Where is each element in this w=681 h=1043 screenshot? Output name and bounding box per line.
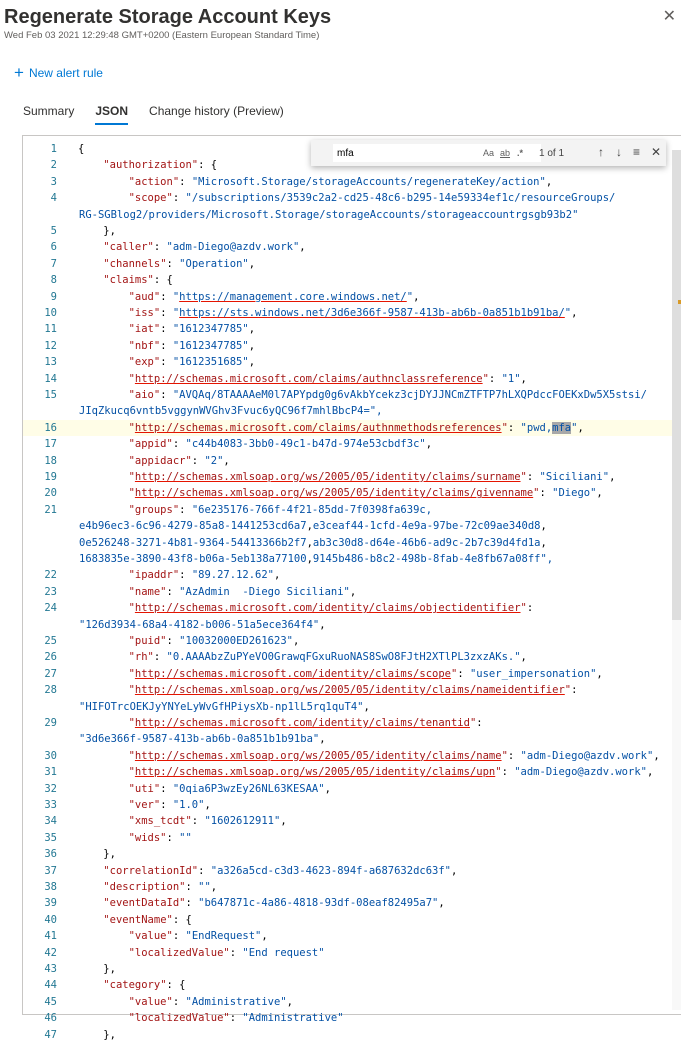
line-number: 1 bbox=[50, 143, 57, 155]
code-line bbox=[23, 403, 681, 419]
line-number: 38 bbox=[44, 881, 57, 893]
code-line bbox=[23, 453, 681, 469]
code-text: "action": "Microsoft.Storage/storageAccounts/regenerateKey/action", bbox=[128, 175, 553, 188]
line-number: 9 bbox=[50, 290, 57, 303]
code-text: "channels": "Operation", bbox=[103, 257, 256, 270]
code-line bbox=[23, 551, 681, 567]
code-text: e4b96ec3-6c96-4279-85a8-1441253cd6a7,e3ceaf44-1cfd-4e9a-97be-72c09ae340d8, bbox=[79, 520, 547, 533]
code-line bbox=[23, 699, 681, 715]
line-number: 22 bbox=[44, 569, 57, 582]
line-number: 30 bbox=[44, 749, 57, 762]
code-line bbox=[23, 1010, 681, 1026]
code-line bbox=[23, 797, 681, 813]
code-line bbox=[23, 764, 681, 780]
code-line bbox=[23, 256, 681, 272]
line-number: 41 bbox=[44, 930, 57, 943]
code-line bbox=[23, 928, 681, 944]
line-number: 15 bbox=[44, 389, 57, 401]
code-text: "scope": "/subscriptions/3539c2a2-cd25-48c6-b295-14e59334ef1c/resourceGroups/ bbox=[128, 192, 616, 205]
code-text: RG-SGBlog2/providers/Microsoft.Storage/storageAccounts/storageaccountrgsgb93b2" bbox=[79, 208, 579, 221]
line-number: 13 bbox=[44, 356, 57, 369]
code-line bbox=[23, 830, 681, 846]
line-number: 44 bbox=[44, 979, 57, 992]
code-text: "uti": "0qia6P3wzEy26NL63KESAA", bbox=[128, 782, 331, 795]
code-text: "3d6e366f-9587-413b-ab6b-0a851b1b91ba", bbox=[79, 733, 326, 746]
code-text: "category": { bbox=[103, 979, 186, 992]
code-line bbox=[23, 895, 681, 911]
code-text: "http://schemas.microsoft.com/identity/claims/tenantid": bbox=[128, 717, 483, 729]
code-text: "iat": "1612347785", bbox=[128, 323, 256, 336]
line-number: 14 bbox=[44, 372, 57, 385]
json-editor[interactable] bbox=[22, 135, 681, 1041]
code-line bbox=[23, 748, 681, 764]
line-number: 40 bbox=[44, 913, 57, 926]
line-number: 7 bbox=[50, 257, 57, 270]
find-in-selection-icon[interactable]: ≡ bbox=[633, 145, 641, 159]
code-line bbox=[23, 945, 681, 961]
code-line bbox=[23, 305, 681, 321]
code-text: "puid": "10032000ED261623", bbox=[128, 635, 300, 647]
line-number: 39 bbox=[44, 897, 57, 910]
code-line bbox=[23, 1027, 681, 1043]
code-text: }, bbox=[103, 848, 116, 861]
line-number: 46 bbox=[44, 1012, 57, 1025]
line-number: 11 bbox=[44, 323, 57, 336]
line-number: 42 bbox=[44, 946, 57, 959]
close-icon[interactable]: ✕ bbox=[662, 8, 676, 25]
code-text: "HIFOTrcOEKJyYNYeLyWvGfHPiysXb-np1lL5rq1quT4", bbox=[79, 700, 370, 713]
line-number: 18 bbox=[44, 454, 57, 467]
code-line bbox=[23, 633, 681, 649]
code-text: "localizedValue": "End request" bbox=[128, 946, 325, 959]
code-line bbox=[23, 207, 681, 223]
code-text: "correlationId": "a326a5cd-c3d3-4623-894f-a687632dc63f", bbox=[103, 864, 458, 877]
line-number: 43 bbox=[44, 963, 57, 975]
code-text: "localizedValue": "Administrative" bbox=[128, 1012, 344, 1025]
line-number: 4 bbox=[50, 192, 57, 205]
code-text: "rh": "0.AAAAbzZuPYeVO0GrawqFGxuRuoNAS8SwO8FJtH2XTlPL3zxzAKs.", bbox=[128, 651, 527, 664]
code-text: "iss": "https://sts.windows.net/3d6e366f-9587-413b-ab6b-0a851b1b91ba/", bbox=[128, 307, 578, 319]
event-timestamp: Wed Feb 03 2021 12:29:48 GMT+0200 (Eastern European Standard Time) bbox=[4, 30, 320, 41]
line-number: 16 bbox=[44, 421, 57, 434]
code-text: "claims": { bbox=[103, 274, 173, 287]
code-line bbox=[23, 420, 681, 436]
scrollbar-thumb[interactable] bbox=[672, 150, 681, 620]
code-text: "exp": "1612351685", bbox=[128, 356, 256, 369]
code-line bbox=[23, 682, 681, 698]
tab-summary[interactable]: Summary bbox=[23, 104, 75, 118]
code-text: "126d3934-68a4-4182-b006-51a5ece364f4", bbox=[79, 618, 326, 631]
line-number: 35 bbox=[44, 831, 57, 844]
close-find-icon[interactable]: ✕ bbox=[651, 145, 662, 159]
line-number: 25 bbox=[44, 635, 57, 647]
new-alert-rule-label: New alert rule bbox=[28, 66, 103, 80]
code-text: "http://schemas.xmlsoap.org/ws/2005/05/identity/claims/surname": "Siciliani", bbox=[128, 471, 616, 483]
code-text: "http://schemas.xmlsoap.org/ws/2005/05/identity/claims/nameidentifier": bbox=[128, 684, 578, 697]
line-number: 24 bbox=[44, 602, 57, 615]
code-text: "ipaddr": "89.27.12.62", bbox=[128, 569, 281, 582]
code-line bbox=[23, 715, 681, 731]
code-line bbox=[23, 485, 681, 501]
code-line bbox=[23, 666, 681, 682]
line-number: 17 bbox=[44, 438, 57, 451]
code-line bbox=[23, 912, 681, 928]
line-number: 10 bbox=[44, 307, 57, 319]
code-text: "aio": "AVQAq/8TAAAAeM0l7APYpdg0g6vAkbYcekz3cjDYJJNCmZTFTP7hLXQPdccFOEKxDw5X5stsi/ bbox=[128, 389, 647, 401]
arrow-down-icon[interactable]: ↓ bbox=[616, 145, 622, 159]
code-text: "ver": "1.0", bbox=[128, 799, 211, 811]
code-text: "http://schemas.microsoft.com/identity/claims/scope": "user_impersonation", bbox=[128, 667, 603, 680]
code-line bbox=[23, 190, 681, 206]
code-text: "appidacr": "2", bbox=[128, 454, 230, 467]
line-number: 6 bbox=[50, 241, 57, 254]
code-text: "name": "AzAdmin -Diego Siciliani", bbox=[128, 585, 357, 598]
code-line bbox=[23, 879, 681, 895]
code-text: "http://schemas.xmlsoap.org/ws/2005/05/identity/claims/givenname": "Diego", bbox=[128, 487, 603, 500]
code-line bbox=[23, 338, 681, 354]
code-text: "value": "Administrative", bbox=[128, 995, 293, 1008]
code-line bbox=[23, 731, 681, 747]
code-line bbox=[23, 781, 681, 797]
code-line bbox=[23, 863, 681, 879]
line-number: 28 bbox=[44, 684, 57, 697]
code-text: }, bbox=[103, 225, 116, 237]
code-text: "authorization": { bbox=[103, 159, 218, 172]
new-alert-rule-button[interactable] bbox=[14, 63, 103, 82]
code-line bbox=[23, 387, 681, 403]
code-text: }, bbox=[103, 1028, 116, 1041]
code-text: "eventName": { bbox=[103, 913, 192, 926]
code-line bbox=[23, 567, 681, 583]
arrow-up-icon[interactable]: ↑ bbox=[598, 145, 604, 159]
code-text: }, bbox=[103, 963, 116, 975]
line-number: 20 bbox=[44, 487, 57, 500]
line-number: 12 bbox=[44, 339, 57, 352]
code-line bbox=[23, 617, 681, 633]
line-number: 26 bbox=[44, 651, 57, 664]
regex-toggle[interactable]: .* bbox=[517, 148, 524, 158]
code-text: "caller": "adm-Diego@azdv.work", bbox=[103, 241, 306, 254]
line-number: 36 bbox=[44, 848, 57, 861]
code-line bbox=[23, 469, 681, 485]
code-line bbox=[23, 223, 681, 239]
match-case-toggle[interactable]: Aa bbox=[483, 148, 495, 158]
whole-word-toggle[interactable]: ab bbox=[500, 148, 511, 158]
page-title: Regenerate Storage Account Keys bbox=[4, 6, 332, 28]
code-line bbox=[23, 272, 681, 288]
tab-bar bbox=[23, 104, 305, 125]
code-text: "eventDataId": "b647871c-4a86-4818-93df-08eaf82495a7", bbox=[103, 897, 445, 910]
code-line bbox=[23, 584, 681, 600]
code-text: "wids": "" bbox=[128, 831, 192, 844]
code-line bbox=[23, 174, 681, 190]
code-text: "value": "EndRequest", bbox=[128, 930, 268, 943]
code-line bbox=[23, 961, 681, 977]
code-line bbox=[23, 649, 681, 665]
line-number: 34 bbox=[44, 815, 57, 828]
code-text: 0e526248-3271-4b81-9364-54413366b2f7,ab3c30d8-d64e-46b6-ad9c-2b7c39d4fd1a, bbox=[79, 536, 547, 549]
code-text: 1683835e-3890-43f8-b06a-5eb138a77100,9145b486-b8c2-498b-8fab-4e8fb67a08ff", bbox=[79, 553, 554, 565]
code-line bbox=[23, 813, 681, 829]
code-line bbox=[23, 371, 681, 387]
line-number: 47 bbox=[44, 1028, 57, 1041]
line-number: 23 bbox=[44, 585, 57, 598]
plus-icon: + bbox=[14, 63, 24, 82]
code-text: { bbox=[78, 143, 85, 155]
code-line bbox=[23, 289, 681, 305]
code-text: "http://schemas.microsoft.com/claims/authnclassreference": "1", bbox=[128, 372, 527, 385]
match-count: 1 of 1 bbox=[539, 148, 565, 159]
line-number: 19 bbox=[44, 471, 57, 483]
code-line bbox=[23, 502, 681, 518]
code-text: "xms_tcdt": "1602612911", bbox=[128, 815, 287, 828]
line-number: 37 bbox=[44, 864, 57, 877]
code-text: JIqZkucq6vntb5vggynWVGhv3Fvuc6yQC96f7mhlBbcP4=", bbox=[79, 405, 383, 418]
line-number: 3 bbox=[50, 175, 57, 188]
line-number: 45 bbox=[44, 995, 57, 1008]
code-text: "http://schemas.xmlsoap.org/ws/2005/05/identity/claims/upn": "adm-Diego@azdv.work", bbox=[128, 766, 654, 779]
code-text: "nbf": "1612347785", bbox=[128, 339, 256, 352]
line-number: 5 bbox=[50, 225, 57, 237]
line-number: 27 bbox=[44, 667, 57, 680]
code-text: "http://schemas.microsoft.com/identity/claims/objectidentifier": bbox=[128, 602, 534, 615]
code-text: "aud": "https://management.core.windows.net/", bbox=[128, 290, 420, 303]
code-line bbox=[23, 994, 681, 1010]
code-text: "appid": "c44b4083-3bb0-49c1-b47d-974e53cbdf3c", bbox=[128, 438, 433, 451]
code-line bbox=[23, 321, 681, 337]
code-line bbox=[23, 977, 681, 993]
line-number: 8 bbox=[50, 274, 57, 287]
code-text: "groups": "6e235176-766f-4f21-85dd-7f0398fa639c, bbox=[128, 503, 433, 516]
tab-change-history[interactable]: Change history (Preview) bbox=[149, 104, 284, 118]
find-widget bbox=[311, 140, 666, 166]
code-line bbox=[23, 600, 681, 616]
code-line bbox=[23, 535, 681, 551]
line-number: 33 bbox=[44, 799, 57, 811]
code-text: "http://schemas.xmlsoap.org/ws/2005/05/identity/claims/name": "adm-Diego@azdv.work", bbox=[128, 749, 660, 762]
code-line bbox=[23, 436, 681, 452]
code-line bbox=[23, 239, 681, 255]
line-number: 31 bbox=[44, 766, 57, 779]
tab-json[interactable]: JSON bbox=[95, 104, 128, 125]
code-text: "description": "", bbox=[103, 881, 218, 893]
code-line bbox=[23, 518, 681, 534]
line-number: 29 bbox=[44, 717, 57, 729]
code-line bbox=[23, 846, 681, 862]
line-number: 32 bbox=[44, 782, 57, 795]
line-number: 21 bbox=[44, 503, 57, 516]
code-text: "http://schemas.microsoft.com/claims/authnmethodsreferences": "pwd,mfa", bbox=[128, 421, 584, 434]
code-line bbox=[23, 354, 681, 370]
line-number: 2 bbox=[50, 159, 57, 172]
